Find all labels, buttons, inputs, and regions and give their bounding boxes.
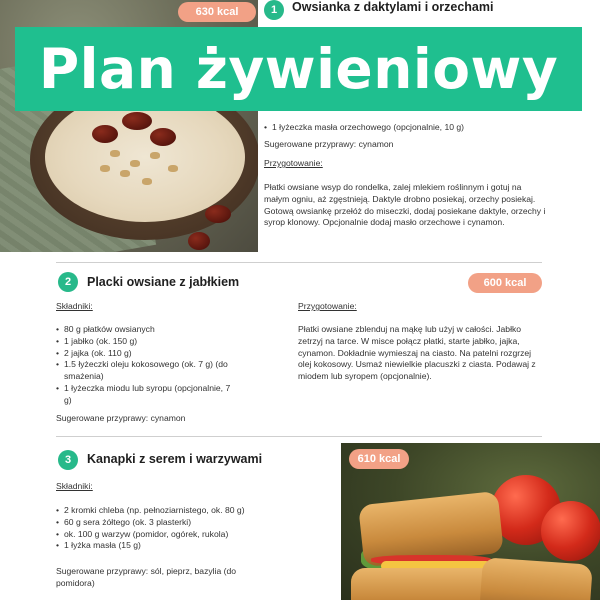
recipe-1-prep-label: Przygotowanie: (264, 158, 323, 168)
recipe-2-prep-text: Płatki owsiane zblenduj na mąkę lub użyj w całości. Jabłko zetrzyj na tarce. W misce połącz płatki, starte jabłko, jajka, cynamon. Dokładnie wymieszaj na ciasto. Na patelni rozgrzej olej kokosowy. Usmaż niewielkie placuszki z ciasta. Podawaj z miodem lub syropem (opcjonalnie). (298, 324, 536, 382)
recipe-2-ingredients-label: Składniki: (56, 301, 93, 311)
divider (56, 262, 542, 263)
recipe-1-prep-text: Płatki owsiane wsyp do rondelka, zalej mlekiem roślinnym i gotuj na małym ogniu, aż zgęstnieją. Daktyle drobno posiekaj, orzechy posiekaj. Gotową owsiankę przełóż do miseczki, dodaj posiekane daktyle, orzechy i syrop klonowy. Opcjonalnie dodaj masło orzechowe i cynamon. (264, 182, 546, 228)
list-item: • 80 g płatków owsianych (56, 324, 236, 336)
recipe-1-ingredient-list (264, 122, 564, 134)
list-item: • ok. 100 g warzyw (pomidor, ogórek, rukola) (56, 529, 326, 541)
list-item: • 1 jabłko (ok. 150 g) (56, 336, 236, 348)
recipe-2-kcal-badge: 600 kcal (468, 273, 542, 293)
list-item: • 2 jajka (ok. 110 g) (56, 348, 236, 360)
recipe-2-ingredient-list (56, 324, 236, 407)
divider (56, 436, 542, 437)
recipe-1-kcal-badge: 630 kcal (178, 2, 256, 22)
recipe-3-title: Kanapki z serem i warzywami (87, 452, 263, 466)
recipe-3-ingredients-label: Składniki: (56, 481, 93, 491)
list-item: • 1 łyżka masła (15 g) (56, 540, 326, 552)
list-item: • 1 łyżeczka masła orzechowego (opcjonalnie, 10 g) (264, 122, 564, 134)
recipe-2-spices: Sugerowane przyprawy: cynamon (56, 413, 186, 423)
list-item: • 1 łyżeczka miodu lub syropu (opcjonalnie, 7 g) (56, 383, 236, 407)
recipe-3-ingredient-list (56, 505, 326, 552)
recipe-3-spices: Sugerowane przyprawy: sól, pieprz, bazylia (do pomidora) (56, 566, 237, 588)
recipe-2-number: 2 (58, 272, 78, 292)
recipe-1-number: 1 (264, 0, 284, 20)
list-item: • 1.5 łyżeczki oleju kokosowego (ok. 7 g) (do smażenia) (56, 359, 236, 383)
recipe-2-prep-label: Przygotowanie: (298, 301, 357, 311)
recipe-1-title: Owsianka z daktylami i orzechami (292, 0, 494, 14)
recipe-3-kcal-badge: 610 kcal (349, 449, 409, 469)
title-banner (15, 27, 582, 111)
list-item: • 2 kromki chleba (np. pełnoziarnistego, ok. 80 g) (56, 505, 326, 517)
recipe-1-spices: Sugerowane przyprawy: cynamon (264, 139, 394, 149)
list-item: • 60 g sera żółtego (ok. 3 plasterki) (56, 517, 326, 529)
recipe-2-title: Placki owsiane z jabłkiem (87, 275, 240, 289)
page-title: Plan żywieniowy (38, 37, 559, 101)
recipe-3-number: 3 (58, 450, 78, 470)
